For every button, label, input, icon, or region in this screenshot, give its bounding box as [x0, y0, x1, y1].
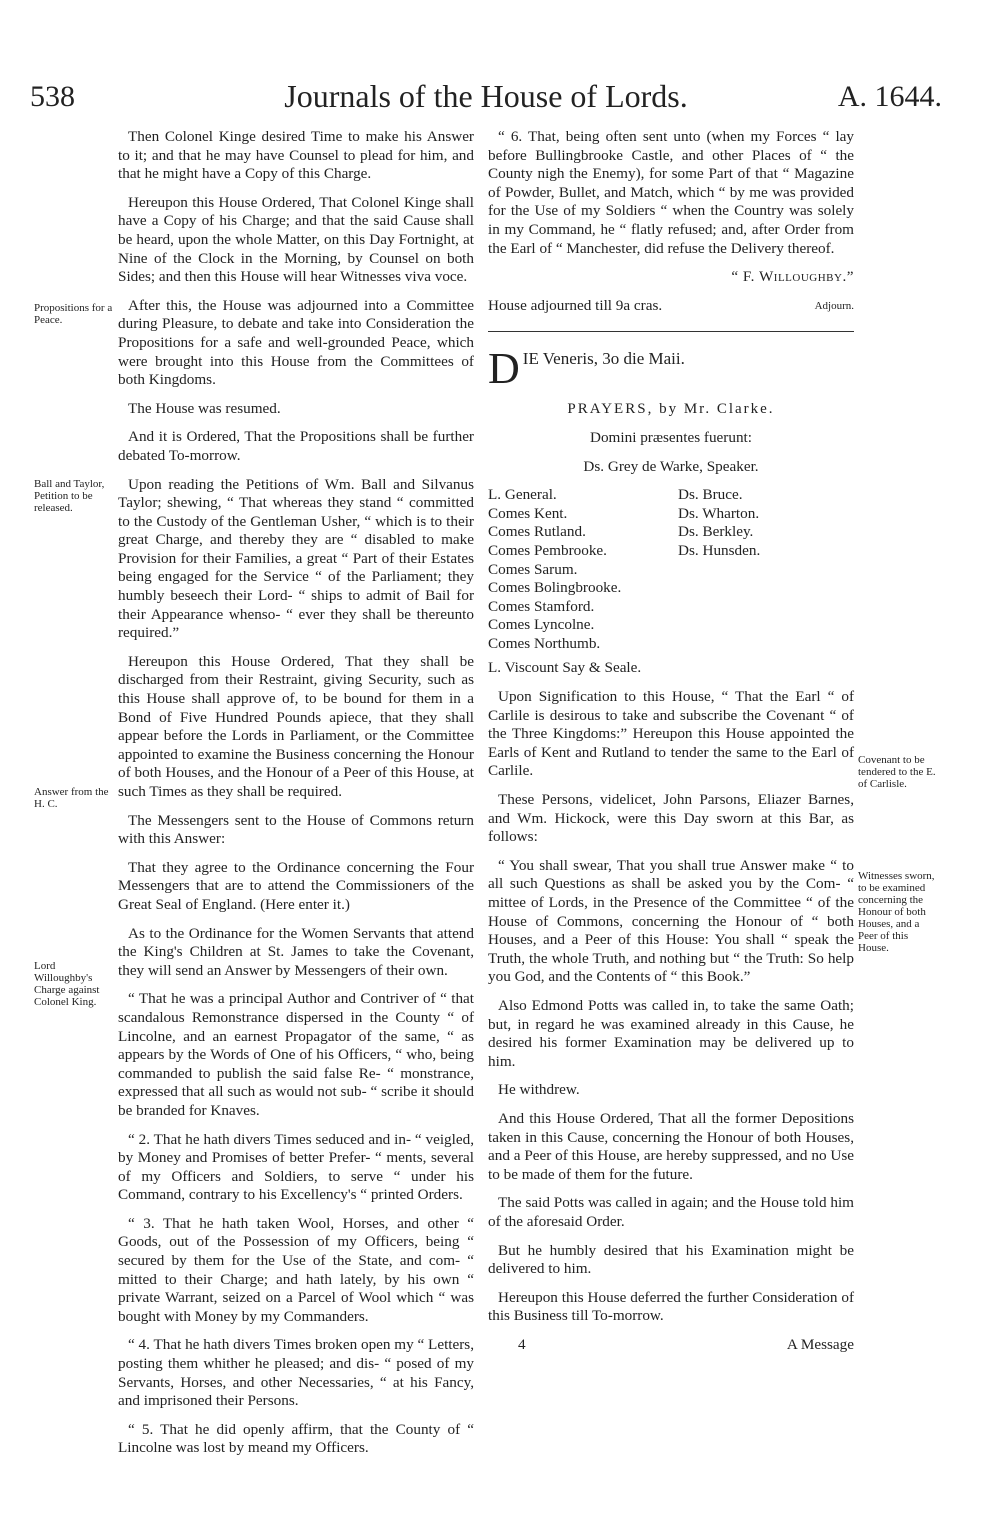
list-item: Comes Kent.	[488, 504, 568, 522]
paragraph: “ 3. That he hath taken Wool, Horses, and other “ Goods, out of the Possession of my Officers, being “ secured by them for the Use of the State, and com- “ mitted to their Charge; and hath lately, by his own “ private Warrant, seized on a Parcel of Wool which “ was bought with Money by my Commanders.	[118, 1214, 474, 1325]
day-heading-text: IE Veneris, 3o die Maii.	[522, 349, 685, 369]
paragraph: “ 5. That he did openly affirm, that the County of “ Lincolne was lost by meand my Officers.	[118, 1420, 474, 1457]
paragraph: But he humbly desired that his Examination might be delivered to him.	[488, 1241, 854, 1278]
paragraph: “ You shall swear, That you shall true Answer make “ to all such Questions as shall be asked you by the Com- “ mittee of Lords, in the Presence of the Committee “ of the House of Commons, concerning the Honour of “ both Houses, and a Peer of this House: You shall “ speak the Truth, the whole Truth, and nothing but “ the Truth: So help you God, and the Contents of “ this Book.”	[488, 856, 854, 986]
paragraph: Also Edmond Potts was called in, to take the same Oath; but, in regard he was examined already in this Cause, he desired his former Examination may be delivered up to him.	[488, 996, 854, 1070]
day-heading	[488, 344, 854, 394]
paragraph: That they agree to the Ordinance concerning the Four Messengers that are to attend the Commissioners of the Great Seal of England. (Here enter it.)	[118, 858, 474, 913]
viscount-line: L. Viscount Say & Seale.	[488, 659, 642, 677]
left-column	[118, 128, 474, 1468]
paragraph: The House was resumed.	[128, 399, 281, 417]
list-item: Comes Bolingbrooke.	[488, 579, 622, 597]
list-item: Ds. Wharton.	[678, 504, 760, 522]
lords-list-1	[488, 486, 678, 653]
paragraph: “ 4. That he hath divers Times broken open my “ Letters, posting them whither he pleased; and dis- “ posed of my Servants, Horses, and other Necessaries, “ at his Fancy, and imprisoned their Persons.	[118, 1336, 475, 1410]
paragraph: “ That he was a principal Author and Contriver of “ that scandalous Remonstrance dispersed in the County “ of Lincolne, and an earnest Propagator of the same, “ as appears by the Words of One of his Officers, “ who, being commanded to publish the said false Re- “ monstrance, expressed that all such as would not sub- “ scribe it should be branded for Knaves.	[118, 990, 474, 1119]
list-item: L. General.	[488, 486, 557, 504]
adjourn-note: Adjourn.	[814, 299, 854, 312]
paragraph: Hereupon this House deferred the further Consideration of this Business till To-morrow.	[488, 1288, 854, 1325]
list-item: Ds. Berkley.	[678, 523, 754, 541]
paragraph: The said Potts was called in again; and the House told him of the aforesaid Order.	[488, 1194, 854, 1230]
paragraph: Upon Signification to this House, “ That the Earl “ of Carlile is desirous to take and subscribe the Covenant “ of the Three Kingdoms:” Hereupon this House appointed the Earls of Kent and Rutland to tender the same to the Earl of Carlile.	[488, 688, 854, 780]
prayers-line: PRAYERS, by Mr. Clarke.	[567, 401, 775, 418]
signature-mark: 4	[518, 1335, 526, 1353]
list-item: Comes Lyncolne.	[488, 616, 595, 634]
lords-list-2	[678, 486, 760, 653]
adjourn-text: House adjourned till 9a cras.	[488, 296, 663, 314]
list-item: Ds. Bruce.	[678, 486, 743, 504]
paragraph: The Messengers sent to the House of Commons return with this Answer:	[118, 811, 474, 848]
page-year: A. 1644.	[837, 80, 942, 113]
margin-note: Ball and Taylor, Petition to be released.	[34, 478, 105, 514]
margin-note: Answer from the H. C.	[34, 786, 109, 810]
paragraph: And it is Ordered, That the Propositions shall be further debated To-morrow.	[118, 428, 474, 464]
adjourn-row	[488, 297, 854, 316]
page-number: 538	[30, 80, 75, 113]
paragraph: Hereupon this House Ordered, That Colonel Kinge shall have a Copy of his Charge; and that the said Cause shall be heard, upon the whole Matter, on this Day Fortnight, at Nine of the Clock in the Morning, by Counsel on both Sides; and then this House will hear Witnesses viva voce.	[118, 193, 474, 286]
paragraph: After this, the House was adjourned into a Committee during Pleasure, to debate and take into Consideration the Propositions for a safe and well-grounded Peace, which were brought into this House from the Committees of both Kingdoms.	[118, 296, 474, 389]
catchword: A Message	[786, 1335, 854, 1353]
margin-note: Covenant to be tendered to the E. of Carlisle.	[858, 754, 936, 790]
paragraph: Upon reading the Petitions of Wm. Ball and Silvanus Taylor; shewing, “ That whereas they stand “ committed to the Custody of the Gentleman Usher, “ which is to their great Charge, and thereby they are “ disabled to make Provision for their Families, a great “ Part of their Estates being engaged for the Service “ of the Parliament; they humbly beseech their Lord- “ ships to admit of Bail for their Appearance whenso- “ ever they shall be thereunto required.”	[118, 475, 474, 642]
speaker-line: Ds. Grey de Warke, Speaker.	[583, 457, 759, 475]
drop-cap: D	[488, 344, 520, 394]
paragraph: Then Colonel Kinge desired Time to make his Answer to it; and that he may have Counsel to plead for him, and that he might have a Copy of this Charge.	[118, 128, 474, 183]
domini-line: Domini præsentes fuerunt:	[590, 428, 752, 446]
page-title: Journals of the House of Lords.	[284, 78, 688, 114]
lords-present	[488, 486, 854, 653]
margin-note: Propositions for a Peace.	[34, 302, 113, 326]
list-item: Ds. Hunsden.	[678, 541, 761, 559]
list-item: Comes Stamford.	[488, 597, 595, 615]
paragraph: He withdrew.	[498, 1081, 580, 1099]
margin-note: Lord Willoughby's Charge against Colonel King.	[34, 960, 100, 1008]
list-item: Comes Rutland.	[488, 523, 586, 541]
section-divider	[488, 331, 854, 332]
paragraph: “ 6. That, being often sent unto (when my Forces “ lay before Bullingbrooke Castle, and other Places of “ the County nigh the Enemy), for some Part of that “ Magazine of Powder, Bullet, and Match, which “ by me was provided for the Use of my Soldiers “ when the Country was solely in my Command, he “ flatly refused; and, after Order from the Earl of “ Manchester, did refuse the Delivery thereof.	[488, 128, 854, 257]
paragraph: “ 2. That he hath divers Times seduced and in- “ veigled, by Money and Promises of better Prefer- “ ments, several of my Officers and Soldiers, to serve “ under his Command, contrary to his Excellency's “ printed Orders.	[118, 1130, 474, 1204]
page-footer	[488, 1336, 854, 1355]
paragraph: And this House Ordered, That all the former Depositions taken in this Cause, concerning the Honour of both Houses, and a Peer of this House, are hereby suppressed, and no Use to be made of them for the future.	[488, 1109, 854, 1183]
signature: “ F. Willoughby.”	[731, 268, 854, 286]
page-header	[30, 78, 942, 118]
paragraph: These Persons, videlicet, John Parsons, Eliazer Barnes, and Wm. Hickock, were this Day sworn at this Bar, as follows:	[488, 791, 854, 846]
margin-note: Witnesses sworn, to be examined concerning the Honour of both Houses, and a Peer of this House.	[858, 870, 935, 954]
list-item: Comes Northumb.	[488, 634, 601, 652]
right-column	[488, 128, 854, 1354]
paragraph: Hereupon this House Ordered, That they shall be discharged from their Restraint, giving Security, such as this House shall approve of, to be bound for them in a Bond of Five Hundred Pounds apiece, that they shall appear before the Lords in Parliament, or the Committee appointed to examine the Business concerning the Honour of both Houses, and the Honour of a Peer of this House, at such Times as they shall be required.	[118, 652, 474, 800]
list-item: Comes Pembrooke.	[488, 541, 607, 559]
paragraph: As to the Ordinance for the Women Servants that attend the King's Children at St. James to take the Covenant, they will send an Answer by Messengers of their own.	[118, 924, 474, 979]
list-item: Comes Sarum.	[488, 560, 578, 578]
